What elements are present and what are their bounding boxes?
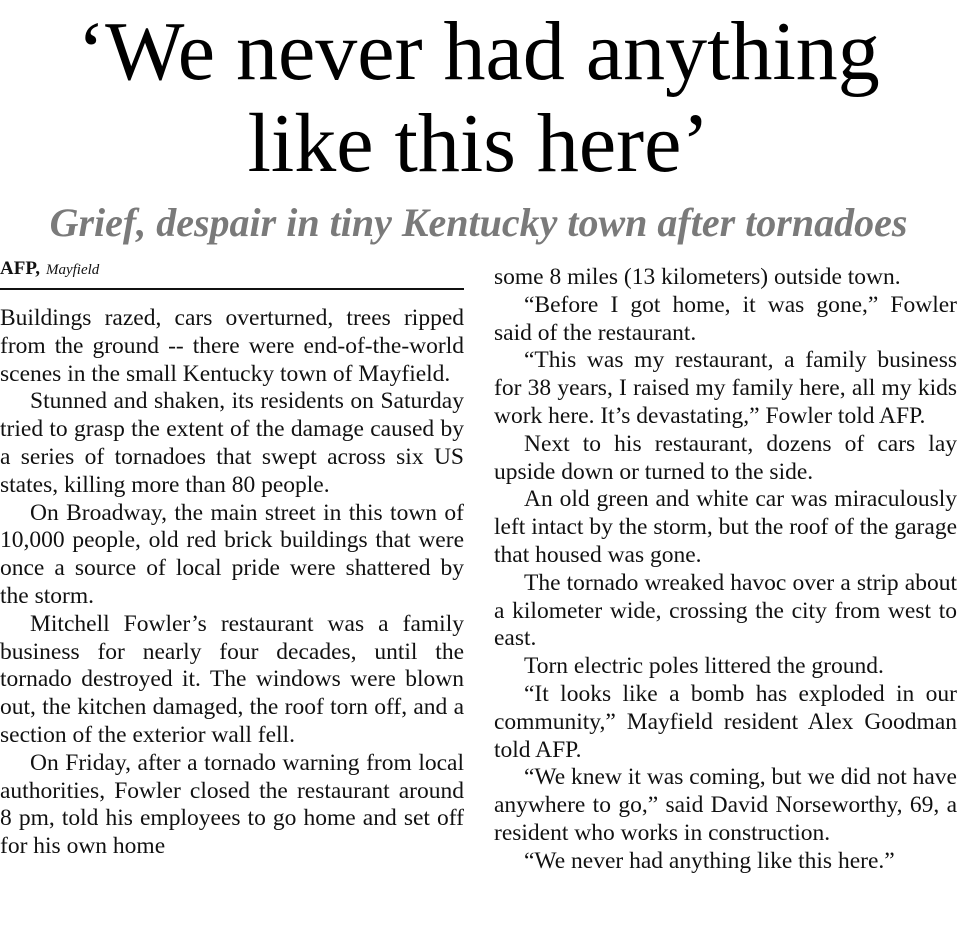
article-column-left	[0, 305, 464, 861]
article-column-right	[494, 264, 957, 876]
headline	[0, 6, 957, 190]
paragraph: “This was my restaurant, a family business for 38 years, I raised my family here, all my kids work here. It’s devastating,” Fowler told AFP.	[494, 347, 957, 429]
paragraph: “We never had anything like this here.”	[524, 847, 895, 874]
headline-line-1: ‘We never had anything	[77, 5, 880, 98]
subheadline: Grief, despair in tiny Kentucky town after tornadoes	[49, 200, 908, 245]
byline-agency: AFP,	[0, 258, 40, 279]
byline-dateline: Mayfield	[45, 262, 100, 278]
byline	[0, 258, 464, 290]
paragraph: “It looks like a bomb has exploded in our community,” Mayfield resident Alex Goodman told AFP.	[494, 680, 957, 763]
paragraph: Buildings razed, cars overturned, trees ripped from the ground -- there were end-of-the-world scenes in the small Kentucky town of Mayfield.	[0, 305, 464, 387]
paragraph-continued: some 8 miles (13 kilometers) outside town.	[494, 264, 901, 290]
headline-line-2: like this here’	[247, 97, 710, 190]
paragraph: On Friday, after a tornado warning from local authorities, Fowler closed the restaurant around 8 pm, told his employees to go home and set off for his own home	[0, 749, 464, 860]
paragraph: Next to his restaurant, dozens of cars lay upside down or turned to the side.	[494, 430, 957, 485]
paragraph: “Before I got home, it was gone,” Fowler said of the restaurant.	[494, 291, 957, 346]
paragraph: Stunned and shaken, its residents on Saturday tried to grasp the extent of the damage caused by a series of tornadoes that swept across six US states, killing more than 80 people.	[0, 388, 464, 498]
paragraph: Torn electric poles littered the ground.	[524, 653, 884, 680]
paragraph: An old green and white car was miraculously left intact by the storm, but the roof of the garage that housed was gone.	[494, 486, 957, 568]
paragraph: Mitchell Fowler’s restaurant was a family business for nearly four decades, until the tornado destroyed it. The windows were blown out, the kitchen damaged, the roof torn off, and a section of the exterior wall fell.	[0, 610, 464, 748]
paragraph: “We knew it was coming, but we did not have anywhere to go,” said David Norseworthy, 69, a resident who works in construction.	[494, 764, 957, 846]
paragraph: The tornado wreaked havoc over a strip about a kilometer wide, crossing the city from west to east.	[494, 569, 957, 652]
paragraph: On Broadway, the main street in this town of 10,000 people, old red brick buildings that were once a source of local pride were shattered by the storm.	[0, 499, 464, 609]
